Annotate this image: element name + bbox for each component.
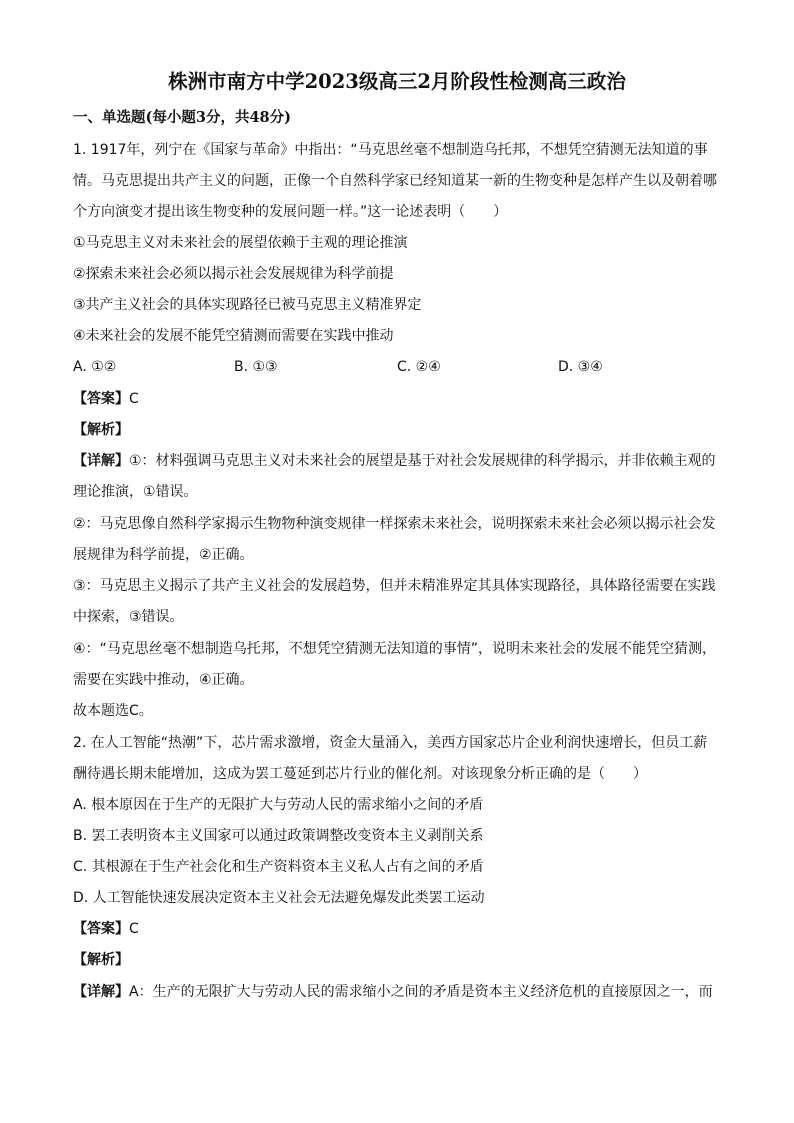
answer-label: 【答案】 (73, 391, 129, 407)
answer-label: 【答案】 (73, 921, 129, 937)
question-2-option-d: D. 人工智能快速发展决定资本主义社会无法避免爆发此类罢工运动 (73, 890, 485, 906)
detail-text: A：生产的无限扩大与劳动人民的需求缩小之间的矛盾是资本主义经济危机的直接原因之一，而 (129, 984, 713, 1000)
question-2-stem-line-1: 2. 在人工智能“热潮”下，芯片需求激增，资金大量涌入，美西方国家芯片企业利润快速增长，但员工薪 (73, 735, 708, 751)
answer-value: C (129, 921, 139, 937)
section-heading: 一、单选题(每小题3分，共48分) (73, 109, 291, 126)
question-1-detail-line-9: 故本题选C。 (73, 703, 153, 719)
detail-text: ①：材料强调马克思主义对未来社会的展望是基于对社会发展规律的科学揭示，并非依赖主观的 (129, 453, 716, 469)
question-2-stem-line-2: 酬待遇长期未能增加，这成为罢工蔓延到芯片行业的催化剂。对该现象分析正确的是（ ） (73, 766, 647, 782)
question-1-stem-line-3: 个方向演变才提出该生物变种的发展问题一样。”这一论述表明（ ） (73, 204, 508, 220)
question-1-option-b: B. ①③ (234, 359, 278, 375)
question-1-detail-line-4: 展规律为科学前提，②正确。 (73, 547, 254, 563)
question-1-item-1: ①马克思主义对未来社会的展望依赖于主观的理论推演 (73, 235, 408, 251)
question-1-item-2: ②探索未来社会必须以揭示社会发展规律为科学前提 (73, 266, 394, 282)
question-1-option-c: C. ②④ (397, 359, 441, 375)
question-1-analysis-label: 【解析】 (73, 422, 129, 438)
question-2-option-a: A. 根本原因在于生产的无限扩大与劳动人民的需求缩小之间的矛盾 (73, 797, 484, 813)
answer-value: C (129, 391, 139, 407)
detail-label: 【详解】 (73, 984, 129, 1000)
question-1-option-d: D. ③④ (558, 359, 603, 375)
question-1-detail-line-5: ③：马克思主义揭示了共产主义社会的发展趋势，但并未精准界定其具体实现路径，具体路径需要在实践 (73, 578, 716, 594)
question-1-detail-line-8: 需要在实践中推动，④正确。 (73, 672, 254, 688)
question-1-answer (73, 389, 139, 409)
question-1-detail-line-6: 中探索，③错误。 (73, 609, 184, 625)
question-1-item-3: ③共产主义社会的具体实现路径已被马克思主义精准界定 (73, 297, 422, 313)
question-1-detail-line-7: ④：“马克思丝毫不想制造乌托邦，不想凭空猜测无法知道的事情”，说明未来社会的发展不能凭空猜测， (73, 641, 717, 657)
question-2-detail-line-1 (73, 982, 713, 1002)
page-title: 株洲市南方中学2023级高三2月阶段性检测高三政治 (168, 70, 626, 93)
question-1-option-a: A. ①② (73, 359, 117, 375)
question-1-detail-line-3: ②：马克思像自然科学家揭示生物物种演变规律一样探索未来社会，说明探索未来社会必须以揭示社会发 (73, 516, 716, 532)
question-2-answer (73, 919, 139, 939)
question-1-stem-line-1: 1. 1917年，列宁在《国家与革命》中指出：“马克思丝毫不想制造乌托邦，不想凭空猜测无法知道的事 (73, 142, 708, 158)
detail-label: 【详解】 (73, 453, 129, 469)
question-1-item-4: ④未来社会的发展不能凭空猜测而需要在实践中推动 (73, 328, 394, 344)
question-2-analysis-label: 【解析】 (73, 952, 129, 968)
question-1-detail-line-1 (73, 451, 716, 471)
question-1-stem-line-2: 情。马克思提出共产主义的问题，正像一个自然科学家已经知道某一新的生物变种是怎样产生以及朝着哪 (73, 173, 717, 189)
question-1-detail-line-2: 理论推演，①错误。 (73, 484, 198, 500)
question-2-option-c: C. 其根源在于生产社会化和生产资料资本主义私人占有之间的矛盾 (73, 859, 484, 875)
question-2-option-b: B. 罢工表明资本主义国家可以通过政策调整改变资本主义剥削关系 (73, 828, 484, 844)
